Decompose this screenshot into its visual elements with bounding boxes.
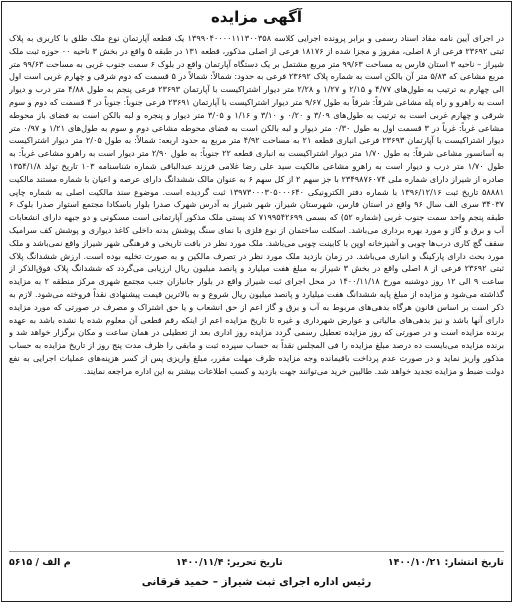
notice-body: در اجرای آیین نامه مفاد اسناد رسمی و برابر پرونده اجرایی کلاسه ۱۳۹۹۰۴۰۰۰۰۱۱۱۳۰۰۳۵۸ یک قطعه آپارتمان نوع ملک طلق با کاربری به پلاک ثبتی ۲۳۶۹۲ فرعی از ۸ اصلی، مفروز و مجزا شده از ۱۸۱۷۶ فرعی از اصلی مذکور، قطعه ۱۳۱ در طبقه ۵ واقع در بخش ۳ ناحیه ۰۰ حوزه ثبت ملک شیراز – ناحیه ۳ استان فارس به مساحت ۹۹/۶۳ متر مربع مشتمل بر یک دستگاه آپارتمان واقع در بلوک ۶ سمت جنوب غربی به مساحت ۹۹/۶۳ متر مربع مشاعی که ۵/۸۳ متر آن بالکن است به شماره پلاک ۲۳۶۹۲ فرعی به حدود: شمالاً: شمالاً در ۵ قسمت که دوم شرقی و چهارم غربی است اول الی چهارم به ترتیب به طول‌های ۴/۷۷ و ۲/۱۵ و ۱/۲۷ و ۲/۲۸ متر دیوار اشتراکیست با آپارتمان ۲۳۶۹۳ فرعی پنجم به طول ۴/۸۸ متر درب و دیوار است به راهرو و راه پله مشاعی شرقاً: شرقاً به طول ۹/۶۷ متر دیوار اشتراکیست با آپارتمان ۲۳۶۹۱ فرعی جنوباً: جنوباً در ۴ قسمت که دوم و سوم شرقی و چهارم غربی است به ترتیب به طول‌های ۳/۰۹ و ۰/۲۰ و ۳/۱۰ و ۱/۱۶ و ۳/۰۵ متر دیوار و پنجره و لبه بالکن است به فضای باز محوطه مشاعی غرباً: غرباً در ۳ قسمت اول به طول ۰/۳۰ متر دیوار و لبه بالکن است به فضای محوطه مشاعی دوم و سوم به طول‌های ۱/۲۱ و ۰/۹۷ متر دیوار اشتراکیست با آپارتمان ۲۳۶۹۳ فرعی انباری قطعه ۲۱ به مساحت ۴/۹۲ متر مربع به حدود اربعه: شمالاً: به طول ۲/۰۵ متر دیوار اشتراکیست به آسانسور مشاعی شرقاً: به طول ۱/۷۰ متر دیوار اشتراکیست به انباری قطعه ۲۲ جنوباً: به طول ۲/۹۰ متر دیوار است به راهرو مشاعی غرباً: به طول ۱/۷۰ متر درب و دیوار است به راهرو مشاعی مالکیت سید علی رضا غلامی فرزند عبدالباقی شماره شناسنامه ۱۰۳ تاریخ تولد ۱۳۵۴/۱/۸ صادره از شیراز دارای شماره ملی ۲۳۴۹۸۷۶۰۷۴ با جز سهم ۲ از کل سهم ۶ به عنوان مالک ششدانگ دارای عرصه و اعیان با شماره مستند مالکیت ۵۸۸۸۱ تاریخ ثبت ۱۳۹۶/۱۲/۱۶ با شماره دفتر الکترونیکی ۱۳۹۷۳۰۰۰۳۰۵۰۰۰۶۴۰ ثبت گردیده است. موضوع سند مالکیت اصلی به شماره چاپی ۳۴۰۳۷ سری الف سال ۹۶ واقع در استان فارس، شهرستان شیراز، شهر شیراز به آدرس شهرک صدرا بلوار باسکادا مجتمع استوار صدرا بلوک ۶ طبقه پنجم واحد سمت جنوب غربی (شماره ۵۲) که بسمی ۷۱۹۹۵۴۲۶۹۹ کد پستی ملک مذکور آپارتمانی است مسکونی و دو جبهه دارای انشعابات آب و برق و گاز و مورد بهره برداری می‌باشد. اسکلت ساختمان از نوع فلزی با نمای سنگ پوشش بدنه داخلی کاغذ دیواری و پوشش کف سرامیک سقف گچ کاری درب‌ها چوبی و آشپزخانه اوپن با کابینت چوبی می‌باشد. ملک مورد نظر در بافت تاریخی و فرهنگی شهر شیراز واقع نمی‌باشد و ملک مورد بحث دارای پارکینگ و انباری می‌باشد. در زمان بازدید ملک مورد نظر در تصرف مالکین و به صورت تخلیه بوده است. ارزش ششدانگ پلاک ثبتی ۲۳۶۹۲ فرعی از ۸ اصلی واقع در بخش ۳ شیراز به مبلغ هفت میلیارد و پانصد میلیون ریال ارزیابی می‌گردد که ششدانگ پلاک فوق‌الذکر از ساعت ۹ الی ۱۲ روز دوشنبه مورخ ۱۴۰۰/۱۱/۱۸ در محل اجرای ثبت شیراز واقع در بلوار جانبازان جنب مجتمع شهری مرکز منطقه ۲ به مزایده گذاشته می‌شود و مزایده از مبلغ پایه ششدانگ هفت میلیارد و پانصد میلیون ریال شروع و به بالاترین قیمت پیشنهادی نقداً فروخته می‌شود. لازم به ذکر است بر اساس قانون هرگاه بدهی‌های مربوط به آب و برق و گاز اعم از حق انشعاب و یا حق اشتراک و مصرف در صورتی که مورد مزایده دارای آنها باشد و نیز بدهی‌های مالیاتی و عوارض شهرداری و غیره تا تاریخ مزایده اعم از اینکه رقم قطعی آن معلوم شده یا نشده باشد به عهده برنده مزایده است و در صورتی که روز مزایده تعطیل رسمی گردد مزایده روز اداری بعد از تعطیلی در همان ساعت و مکان برگزار خواهد شد و برنده مزایده می‌بایست ده درصد مبلغ مزایده را فی المجلس نقداً به حساب سپرده ثبت و مابقی را ظرف مدت پنج روز از تاریخ مزایده به حساب مذکور واریز نماید و در صورت عدم پرداخت باقیمانده وجه مزایده ظرف مهلت مقرر، مبلغ واریزی پس از کسر هزینه‌های عملیات اجرایی به نفع دولت ضبط و مزایده تجدید خواهد شد. طالبین خرید می‌توانند جهت بازدید و کسب اطلاعات بیشتر به این اداره مراجعه نمایند. [9,33,504,376]
notice-footer [9,551,504,595]
footer-dates-row [9,552,504,572]
signature-line: رئیس اداره اجرای ثبت شیراز – حمید قرقانی [141,576,372,588]
publish-date-group [388,557,504,568]
auction-notice [1,1,512,602]
write-date-group [176,557,283,568]
write-date-value: ۱۴۰۰/۱۱/۴ [175,556,224,568]
write-date-label: تاریخ تحریر: [226,556,283,568]
publish-date-label: تاریخ انتشار: [444,556,504,568]
notice-code: ۵۶۱۵ / م الف [9,556,71,568]
publish-date-value: ۱۴۰۰/۱۰/۲۱ [387,556,442,568]
notice-title: آگهی مزایده [210,8,303,26]
